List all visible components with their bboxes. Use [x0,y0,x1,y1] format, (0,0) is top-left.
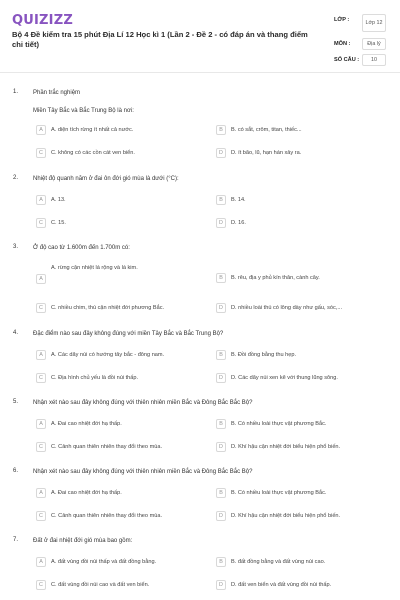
option-text: B. rêu, địa y phủ kín thân, cành cây. [231,275,320,281]
option-letter-box: C [36,373,46,383]
header-divider [0,72,400,73]
option-text: C. không có các cồn cát ven biển. [51,150,135,156]
option-text: B. có sắt, crôm, titan, thiếc... [231,127,302,133]
question-text: Nhận xét nào sau đây không đúng với thiên nhiên miền Bắc và Đông Bắc Bắc Bộ? [33,400,253,406]
question-count-label: SỐ CÂU : [334,57,360,63]
option-letter-box: A [36,488,46,498]
option-text: D. đất ven biển và đất vùng đồi núi thấp. [231,582,332,588]
option-letter-box: B [216,273,226,283]
option-letter-box: B [216,350,226,360]
question-number: 7. [13,537,19,543]
option-letter-box: D [216,218,226,228]
class-label: LỚP : [334,17,350,23]
option-letter-box: D [216,303,226,313]
option-letter-box: C [36,511,46,521]
option-d[interactable] [216,303,342,313]
question-text: Miền Tây Bắc và Bắc Trung Bộ là nơi: [33,108,134,114]
option-c[interactable] [36,580,149,590]
option-letter-box: D [216,511,226,521]
option-letter-box: A [36,274,46,284]
option-letter-box: C [36,148,46,158]
option-text: A. rừng cận nhiệt lá rộng và lá kim. [51,265,138,271]
option-text: D. Khí hậu cận nhiệt đới biểu hiện phổ biến. [231,444,341,450]
option-text: C. Địa hình chủ yếu là đồi núi thấp. [51,375,139,381]
option-letter-box: D [216,442,226,452]
option-text: A. Các dãy núi có hướng tây bắc - đông nam. [51,352,165,358]
option-letter-box: B [216,488,226,498]
option-text: A. Đai cao nhiệt đới hạ thấp. [51,490,122,496]
option-text: A. Đai cao nhiệt đới hạ thấp. [51,421,122,427]
question-number: 4. [13,330,19,336]
option-text: B. Có nhiều loài thực vật phương Bắc. [231,490,327,496]
option-b[interactable] [216,557,325,567]
option-d[interactable] [216,580,331,590]
option-c[interactable] [36,218,66,228]
option-text: B. Có nhiều loài thực vật phương Bắc. [231,421,327,427]
option-c[interactable] [36,373,138,383]
option-d[interactable] [216,373,338,383]
option-text: D. 16. [231,220,246,226]
question-number: 2. [13,175,19,181]
option-d[interactable] [216,218,246,228]
option-a[interactable] [36,125,133,135]
option-letter-box: C [36,303,46,313]
option-text: B. Đồi đồng bằng thu hẹp. [231,352,297,358]
option-letter-box: B [216,419,226,429]
question-text: Nhiệt độ quanh năm ở đai ôn đới gió mùa là dưới (°C): [33,176,179,182]
option-letter-box: D [216,373,226,383]
option-b[interactable] [216,419,326,429]
question-count-value: 10 [371,56,377,63]
page-title: Bộ 4 Đề kiểm tra 15 phút Địa Lí 12 Học kì 1 (Lần 2 - Đề 2 - có đáp án và thang điểm chi tiết) [12,30,308,49]
option-a[interactable] [36,488,122,498]
worksheet-header [0,0,400,72]
question-number: 5. [13,399,19,405]
option-letter-box: B [216,557,226,567]
subject-value: Địa lý [367,40,381,47]
option-letter-box: B [216,195,226,205]
option-letter-box: A [36,125,46,135]
option-text: A. 13. [51,197,66,203]
option-letter-box: D [216,580,226,590]
question-section-title: Phần trắc nghiệm [33,90,81,96]
class-value: Lớp 12 [365,19,383,26]
option-text: B. 14. [231,197,246,203]
option-b[interactable] [216,125,302,135]
option-a[interactable] [36,557,156,567]
option-letter-box: C [36,218,46,228]
option-text: A. diện tích rừng ít nhất cả nước. [51,127,134,133]
option-letter-box: A [36,195,46,205]
option-text: D. ít bão, lũ, hạn hán xảy ra. [231,150,302,156]
option-text: A. đất vùng đồi núi thấp và đất đồng bằng. [51,559,157,565]
option-c[interactable] [36,511,162,521]
question-number: 6. [13,468,19,474]
option-text: B. đất đồng bằng và đất vùng núi cao. [231,559,326,565]
option-text: C. Cảnh quan thiên nhiên thay đổi theo mùa. [51,513,163,519]
option-a[interactable] [36,195,66,205]
option-a[interactable] [36,350,164,360]
option-c[interactable] [36,148,135,158]
question-text: Đất ở đai nhiệt đới gió mùa bao gồm: [33,538,133,544]
option-text: C. Cảnh quan thiên nhiên thay đổi theo mùa. [51,444,163,450]
option-letter-box: B [216,125,226,135]
option-letter-box: A [36,350,46,360]
question-text: Đặc điểm nào sau đây không đúng với miền Tây Bắc và Bắc Trung Bộ? [33,331,224,337]
option-b[interactable] [216,488,326,498]
option-letter-box: C [36,580,46,590]
option-a[interactable] [36,419,122,429]
question-text: Nhận xét nào sau đây không đúng với thiên nhiên miền Bắc và Đông Bắc Bắc Bộ? [33,469,253,475]
option-a[interactable] [36,264,206,286]
subject-value-box [362,38,386,50]
question-number: 3. [13,244,19,250]
option-b[interactable] [216,273,320,283]
option-letter-box: D [216,148,226,158]
option-c[interactable] [36,442,162,452]
option-text: C. 15. [51,220,66,226]
option-text: C. đất vùng đồi núi cao và đất ven biển. [51,582,150,588]
option-d[interactable] [216,148,301,158]
question-text: Ở độ cao từ 1.600m đến 1.700m có: [33,245,130,251]
subject-label: MÔN : [334,41,351,47]
question-count-box [362,54,386,66]
option-d[interactable] [216,511,340,521]
option-text: D. Khí hậu cận nhiệt đới biểu hiện phổ biến. [231,513,341,519]
option-d[interactable] [216,442,340,452]
question-number: 1. [13,89,19,95]
option-c[interactable] [36,303,164,313]
option-letter-box: C [36,442,46,452]
option-text: C. nhiều chim, thú cận nhiệt đới phương Bắc. [51,305,165,311]
option-letter-box: A [36,557,46,567]
class-value-box [362,14,386,32]
option-text: D. Các dãy núi xen kẽ với thung lũng sông. [231,375,338,381]
option-b[interactable] [216,195,246,205]
option-letter-box: A [36,419,46,429]
option-b[interactable] [216,350,296,360]
quizizz-logo[interactable]: QUIZIZZ [12,13,73,28]
option-text: D. nhiều loài thú có lông dày như gấu, sóc,... [231,305,343,311]
